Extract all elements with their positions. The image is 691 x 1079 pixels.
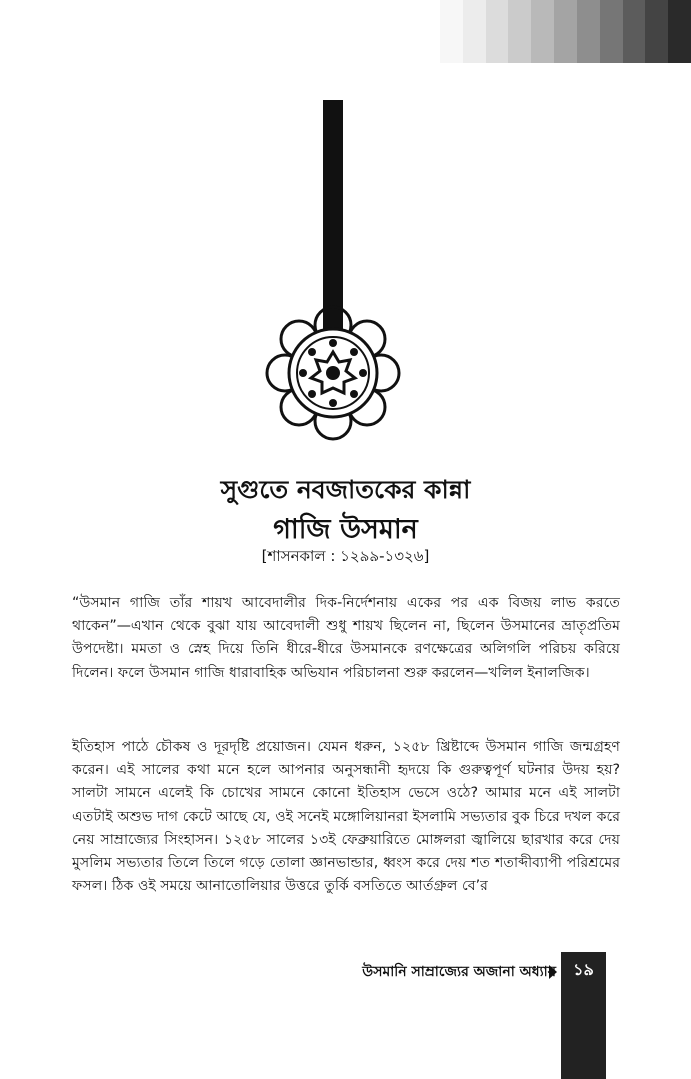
reign-period: [শাসনকাল : ১২৯৯-১৩২৬] (261, 547, 430, 565)
chapter-title: সুগুতে নবজাতকের কান্না (220, 475, 471, 504)
chapter-ornament-icon (0, 0, 691, 470)
page-number: ১৯ (573, 960, 594, 979)
paragraph-body: ইতিহাস পাঠে চৌকষ ও দূরদৃষ্টি প্রয়োজন। যেমন ধরুন, ১২৫৮ খ্রিষ্টাব্দে উসমান গাজি জন্মগ্রহণ করেন। এই সালের কথা মনে হলে আপনার অনুসন্ধানী হৃদয়ে কি গুরুত্বপূর্ণ ঘটনার উদয় হয়? সালটা সামনে এলেই কি চোখের সামনে কোনো ইতিহাস ভেসে ওঠে? আমার মনে এই সালটা এতটাই অশুভ দাগ কেটে আছে যে, ওই সনেই মঙ্গোলিয়ানরা ইসলামি সভ্যতার বুক চিরে দখল করে নেয় সাম্রাজ্যের সিংহাসন। ১২৫৮ সালের ১৩ই ফেব্রুয়ারিতে মোঙ্গলরা জ্বালিয়ে ছারখার করে দেয় মুসলিম সভ্যতার তিলে তিলে গড়ে তোলা জ্ঞানভান্ডার, ধ্বংস করে দেয় শত শতাব্দীব্যাপী পরিশ্রমের ফসল। ঠিক ওই সময়ে আনাতোলিয়ার উত্তরে তুর্কি বসতিতে আর্তগ্রুল বে’র (72, 739, 620, 895)
running-footer-title: উসমানি সাম্রাজ্যের অজানা অধ্যায় (362, 964, 556, 980)
footer-arrow-icon (549, 965, 557, 979)
paragraph-quote: “উসমান গাজি তাঁর শায়খ আবেদালীর দিক-নির্দেশনায় একের পর এক বিজয় লাভ করতে থাকেন”—এখান থেকে বুঝা যায় আবেদালী শুধু শায়খ ছিলেন না, ছিলেন উসমানের ভ্রাতৃপ্রতিম উপদেষ্টা। মমতা ও স্নেহ দিয়ে তিনি ধীরে-ধীরে উসমানকে রণক্ষেত্রের অলিগলি পরিচয় করিয়ে দিলেন। ফলে উসমান গাজি ধারাবাহিক অভিযান পরিচালনা শুরু করলেন—খলিল ইনালজিক। (72, 595, 620, 681)
chapter-subtitle: গাজি উসমান (273, 514, 418, 545)
